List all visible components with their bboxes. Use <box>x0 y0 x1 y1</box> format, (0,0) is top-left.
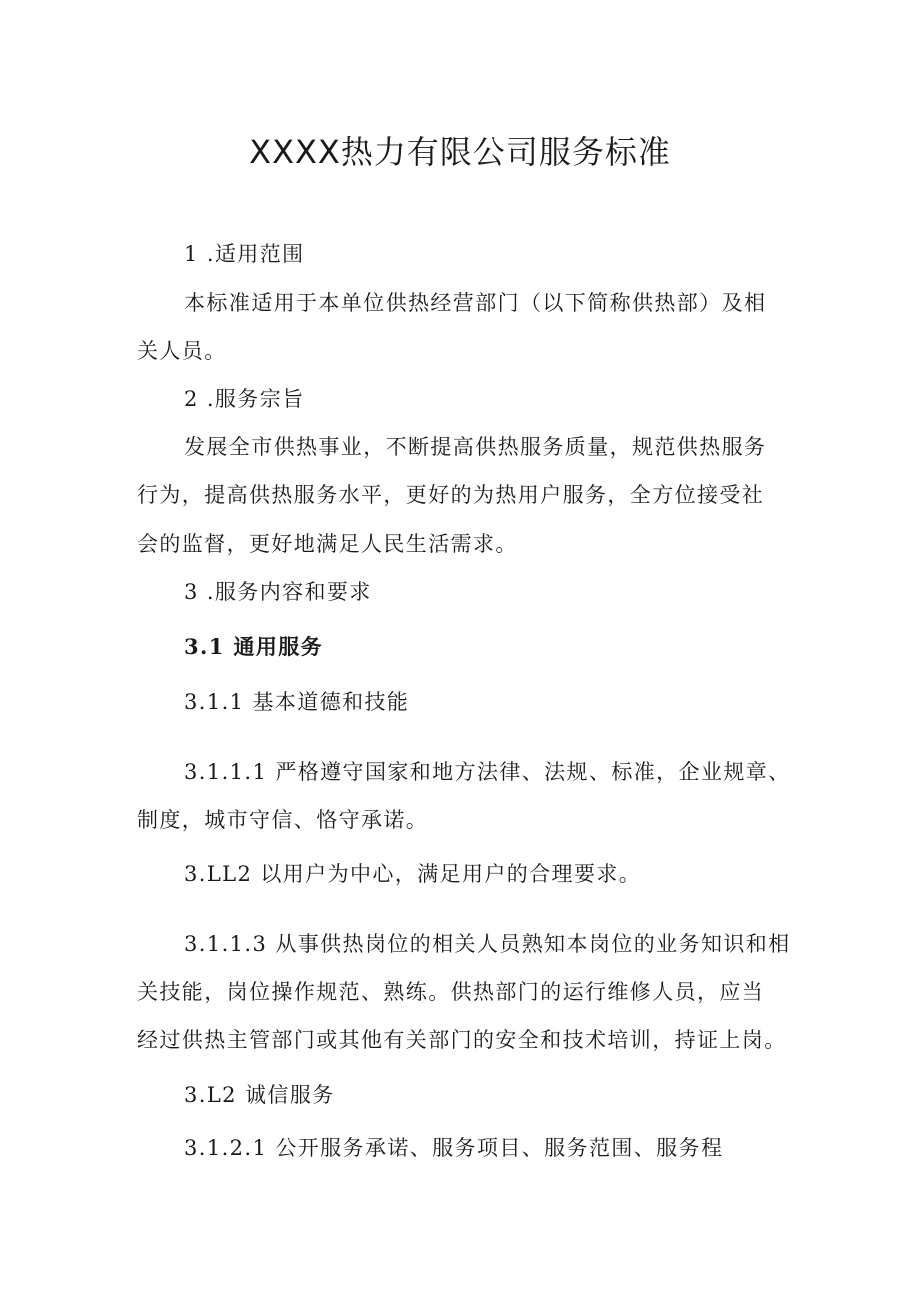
paragraph-line: 3.LL2 以用户为中心，满足用户的合理要求。 <box>184 862 642 886</box>
paragraph-line: 关人员。 <box>137 339 227 363</box>
paragraph-line: 3.1.2.1 公开服务承诺、服务项目、服务范围、服务程 <box>184 1136 724 1160</box>
paragraph-line: 本标准适用于本单位供热经营部门（以下简称供热部）及相 <box>184 291 767 315</box>
paragraph-line: 3.1.1.3 从事供热岗位的相关人员熟知本岗位的业务知识和相 <box>184 932 791 956</box>
document-title: XXXX热力有限公司服务标准 <box>249 133 671 171</box>
section-heading-content: 3 .服务内容和要求 <box>184 580 372 604</box>
paragraph-line: 会的监督，更好地满足人民生活需求。 <box>137 532 518 556</box>
paragraph-line: 行为，提高供热服务水平，更好的为热用户服务，全方位接受社 <box>137 483 765 507</box>
paragraph-line: 经过供热主管部门或其他有关部门的安全和技术培训，持证上岗。 <box>137 1028 787 1052</box>
paragraph-line: 发展全市供热事业，不断提高供热服务质量，规范供热服务 <box>184 435 767 459</box>
paragraph-line: 关技能，岗位操作规范、熟练。供热部门的运行维修人员，应当 <box>137 980 765 1004</box>
subsection-heading-basic-ethics: 3.1.1 基本道德和技能 <box>184 690 410 714</box>
subsection-heading-integrity-service: 3.L2 诚信服务 <box>184 1083 335 1107</box>
paragraph-line: 制度，城市守信、恪守承诺。 <box>137 808 429 832</box>
section-heading-purpose: 2 .服务宗旨 <box>184 387 305 411</box>
subsection-heading-general-service: 3.1 通用服务 <box>184 634 324 659</box>
section-heading-scope: 1 .适用范围 <box>184 242 305 266</box>
paragraph-line: 3.1.1.1 严格遵守国家和地方法律、法规、标准，企业规章、 <box>184 760 791 784</box>
